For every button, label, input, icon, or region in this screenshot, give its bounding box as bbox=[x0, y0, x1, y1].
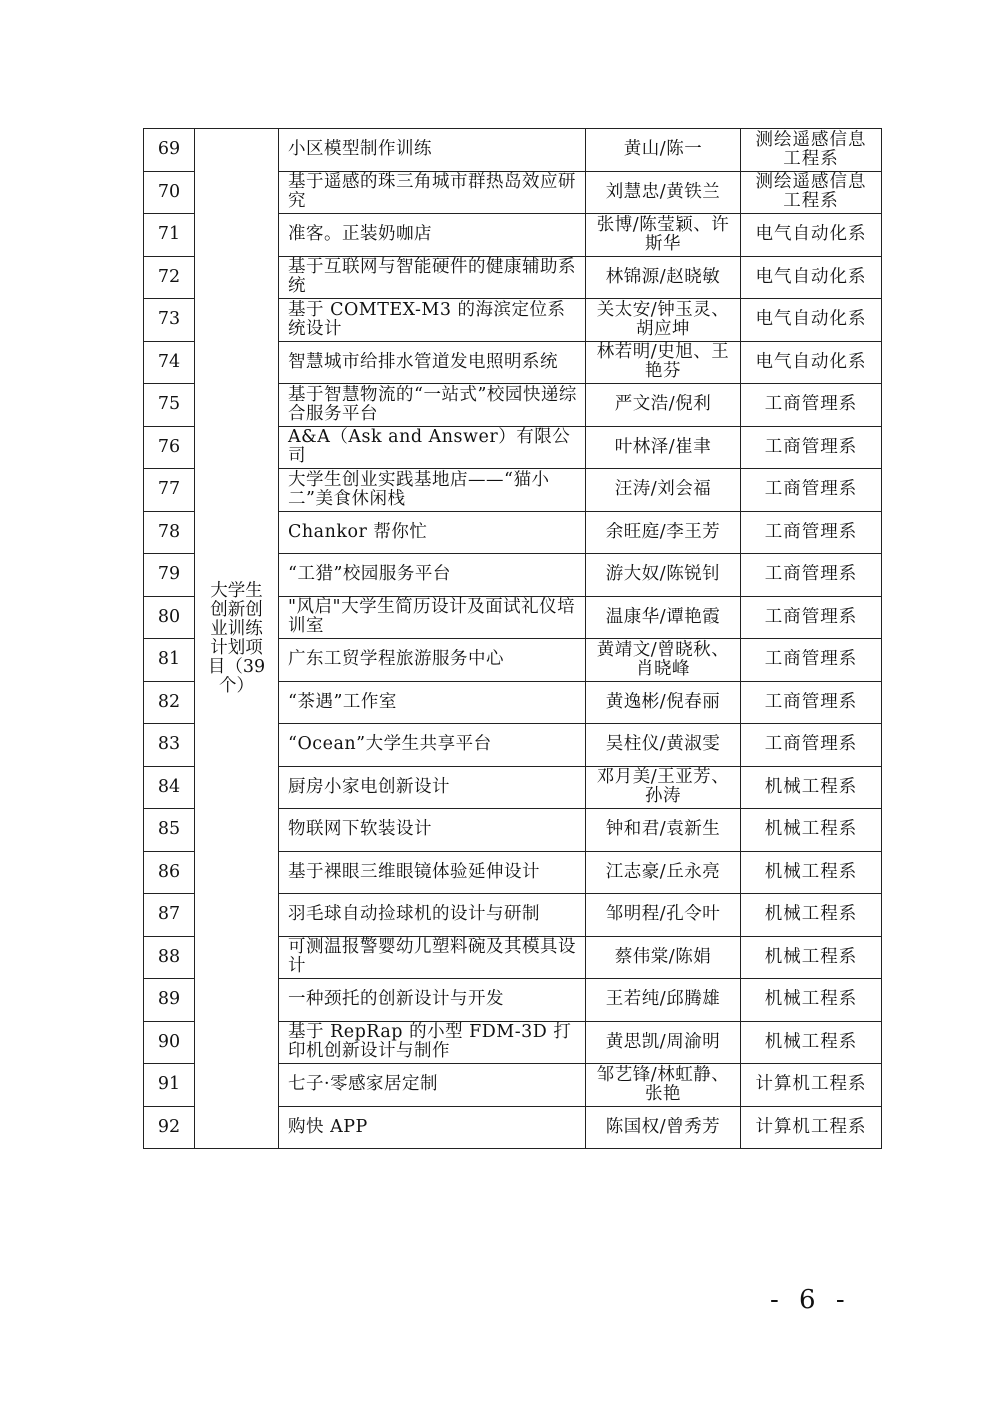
department: 计算机工程系 bbox=[741, 1106, 882, 1149]
project-title: 厨房小家电创新设计 bbox=[279, 766, 586, 809]
project-members: 黄思凯/周渝明 bbox=[586, 1021, 741, 1064]
project-members: 林锦源/赵晓敏 bbox=[586, 256, 741, 299]
project-members: 汪涛/刘会福 bbox=[586, 469, 741, 512]
department: 机械工程系 bbox=[741, 766, 882, 809]
project-members: 温康华/谭艳霞 bbox=[586, 596, 741, 639]
project-title: A&A（Ask and Answer）有限公司 bbox=[279, 426, 586, 469]
row-number: 80 bbox=[144, 596, 195, 639]
department: 工商管理系 bbox=[741, 384, 882, 427]
project-title: 购快 APP bbox=[279, 1106, 586, 1149]
project-title: 羽毛球自动捡球机的设计与研制 bbox=[279, 894, 586, 937]
project-title: 物联网下软装设计 bbox=[279, 809, 586, 852]
project-members: 叶林泽/崔聿 bbox=[586, 426, 741, 469]
project-members: 陈国权/曾秀芳 bbox=[586, 1106, 741, 1149]
project-members: 吴柱仪/黄淑雯 bbox=[586, 724, 741, 767]
department: 测绘遥感信息工程系 bbox=[741, 129, 882, 172]
department: 工商管理系 bbox=[741, 554, 882, 597]
project-members: 林若明/史旭、王艳芬 bbox=[586, 341, 741, 384]
project-members: 蔡伟棠/陈娟 bbox=[586, 936, 741, 979]
project-title: 基于智慧物流的“一站式”校园快递综合服务平台 bbox=[279, 384, 586, 427]
row-number: 73 bbox=[144, 299, 195, 342]
department: 电气自动化系 bbox=[741, 256, 882, 299]
department: 工商管理系 bbox=[741, 426, 882, 469]
project-title: 大学生创业实践基地店——“猫小二”美食休闲栈 bbox=[279, 469, 586, 512]
department: 工商管理系 bbox=[741, 596, 882, 639]
project-members: 邹艺锋/林虹静、张艳 bbox=[586, 1064, 741, 1107]
row-number: 77 bbox=[144, 469, 195, 512]
department: 工商管理系 bbox=[741, 511, 882, 554]
project-table bbox=[143, 128, 882, 1149]
page-number: - 6 - bbox=[770, 1285, 851, 1315]
project-title: 一种颈托的创新设计与开发 bbox=[279, 979, 586, 1022]
row-number: 76 bbox=[144, 426, 195, 469]
project-members: 严文浩/倪利 bbox=[586, 384, 741, 427]
project-title: 广东工贸学程旅游服务中心 bbox=[279, 639, 586, 682]
project-title: 基于 COMTEX-M3 的海滨定位系统设计 bbox=[279, 299, 586, 342]
project-title: "风启"大学生简历设计及面试礼仪培训室 bbox=[279, 596, 586, 639]
department: 机械工程系 bbox=[741, 1021, 882, 1064]
row-number: 86 bbox=[144, 851, 195, 894]
project-title: Chankor 帮你忙 bbox=[279, 511, 586, 554]
project-title: 基于互联网与智能硬件的健康辅助系统 bbox=[279, 256, 586, 299]
project-members: 黄逸彬/倪春丽 bbox=[586, 681, 741, 724]
department: 机械工程系 bbox=[741, 894, 882, 937]
project-title: “Ocean”大学生共享平台 bbox=[279, 724, 586, 767]
project-members: 游大奴/陈锐钊 bbox=[586, 554, 741, 597]
department: 测绘遥感信息工程系 bbox=[741, 171, 882, 214]
department: 电气自动化系 bbox=[741, 341, 882, 384]
department: 电气自动化系 bbox=[741, 214, 882, 257]
project-title: 七子·零感家居定制 bbox=[279, 1064, 586, 1107]
category-cell bbox=[195, 129, 279, 1149]
project-title: 基于 RepRap 的小型 FDM-3D 打印机创新设计与制作 bbox=[279, 1021, 586, 1064]
row-number: 92 bbox=[144, 1106, 195, 1149]
row-number: 88 bbox=[144, 936, 195, 979]
project-members: 江志豪/丘永亮 bbox=[586, 851, 741, 894]
project-members: 邓月美/王亚芳、孙涛 bbox=[586, 766, 741, 809]
project-title: 准客。正装奶咖店 bbox=[279, 214, 586, 257]
project-table-body bbox=[144, 129, 882, 1149]
row-number: 71 bbox=[144, 214, 195, 257]
table-row bbox=[144, 129, 882, 172]
department: 工商管理系 bbox=[741, 639, 882, 682]
row-number: 70 bbox=[144, 171, 195, 214]
row-number: 79 bbox=[144, 554, 195, 597]
project-members: 王若纯/邱腾雄 bbox=[586, 979, 741, 1022]
category-label: 大学生创新创业训练计划项目（39个） bbox=[207, 580, 266, 696]
row-number: 84 bbox=[144, 766, 195, 809]
row-number: 89 bbox=[144, 979, 195, 1022]
project-members: 黄靖文/曾晓秋、肖晓峰 bbox=[586, 639, 741, 682]
row-number: 82 bbox=[144, 681, 195, 724]
project-members: 关太安/钟玉灵、胡应坤 bbox=[586, 299, 741, 342]
row-number: 85 bbox=[144, 809, 195, 852]
project-title: 小区模型制作训练 bbox=[279, 129, 586, 172]
department: 机械工程系 bbox=[741, 936, 882, 979]
row-number: 74 bbox=[144, 341, 195, 384]
department: 机械工程系 bbox=[741, 809, 882, 852]
row-number: 75 bbox=[144, 384, 195, 427]
project-members: 张博/陈莹颖、许斯华 bbox=[586, 214, 741, 257]
project-title: “工猎”校园服务平台 bbox=[279, 554, 586, 597]
project-title: 基于裸眼三维眼镜体验延伸设计 bbox=[279, 851, 586, 894]
department: 机械工程系 bbox=[741, 979, 882, 1022]
project-title: “茶遇”工作室 bbox=[279, 681, 586, 724]
project-title: 智慧城市给排水管道发电照明系统 bbox=[279, 341, 586, 384]
department: 电气自动化系 bbox=[741, 299, 882, 342]
project-members: 黄山/陈一 bbox=[586, 129, 741, 172]
department: 工商管理系 bbox=[741, 681, 882, 724]
project-members: 余旺庭/李王芳 bbox=[586, 511, 741, 554]
project-members: 刘慧忠/黄铁兰 bbox=[586, 171, 741, 214]
department: 机械工程系 bbox=[741, 851, 882, 894]
row-number: 90 bbox=[144, 1021, 195, 1064]
project-title: 基于遥感的珠三角城市群热岛效应研究 bbox=[279, 171, 586, 214]
row-number: 72 bbox=[144, 256, 195, 299]
row-number: 83 bbox=[144, 724, 195, 767]
department: 工商管理系 bbox=[741, 469, 882, 512]
project-members: 邹明程/孔令叶 bbox=[586, 894, 741, 937]
department: 工商管理系 bbox=[741, 724, 882, 767]
row-number: 69 bbox=[144, 129, 195, 172]
department: 计算机工程系 bbox=[741, 1064, 882, 1107]
row-number: 91 bbox=[144, 1064, 195, 1107]
project-title: 可测温报警婴幼儿塑料碗及其模具设计 bbox=[279, 936, 586, 979]
project-members: 钟和君/袁新生 bbox=[586, 809, 741, 852]
row-number: 78 bbox=[144, 511, 195, 554]
row-number: 81 bbox=[144, 639, 195, 682]
row-number: 87 bbox=[144, 894, 195, 937]
